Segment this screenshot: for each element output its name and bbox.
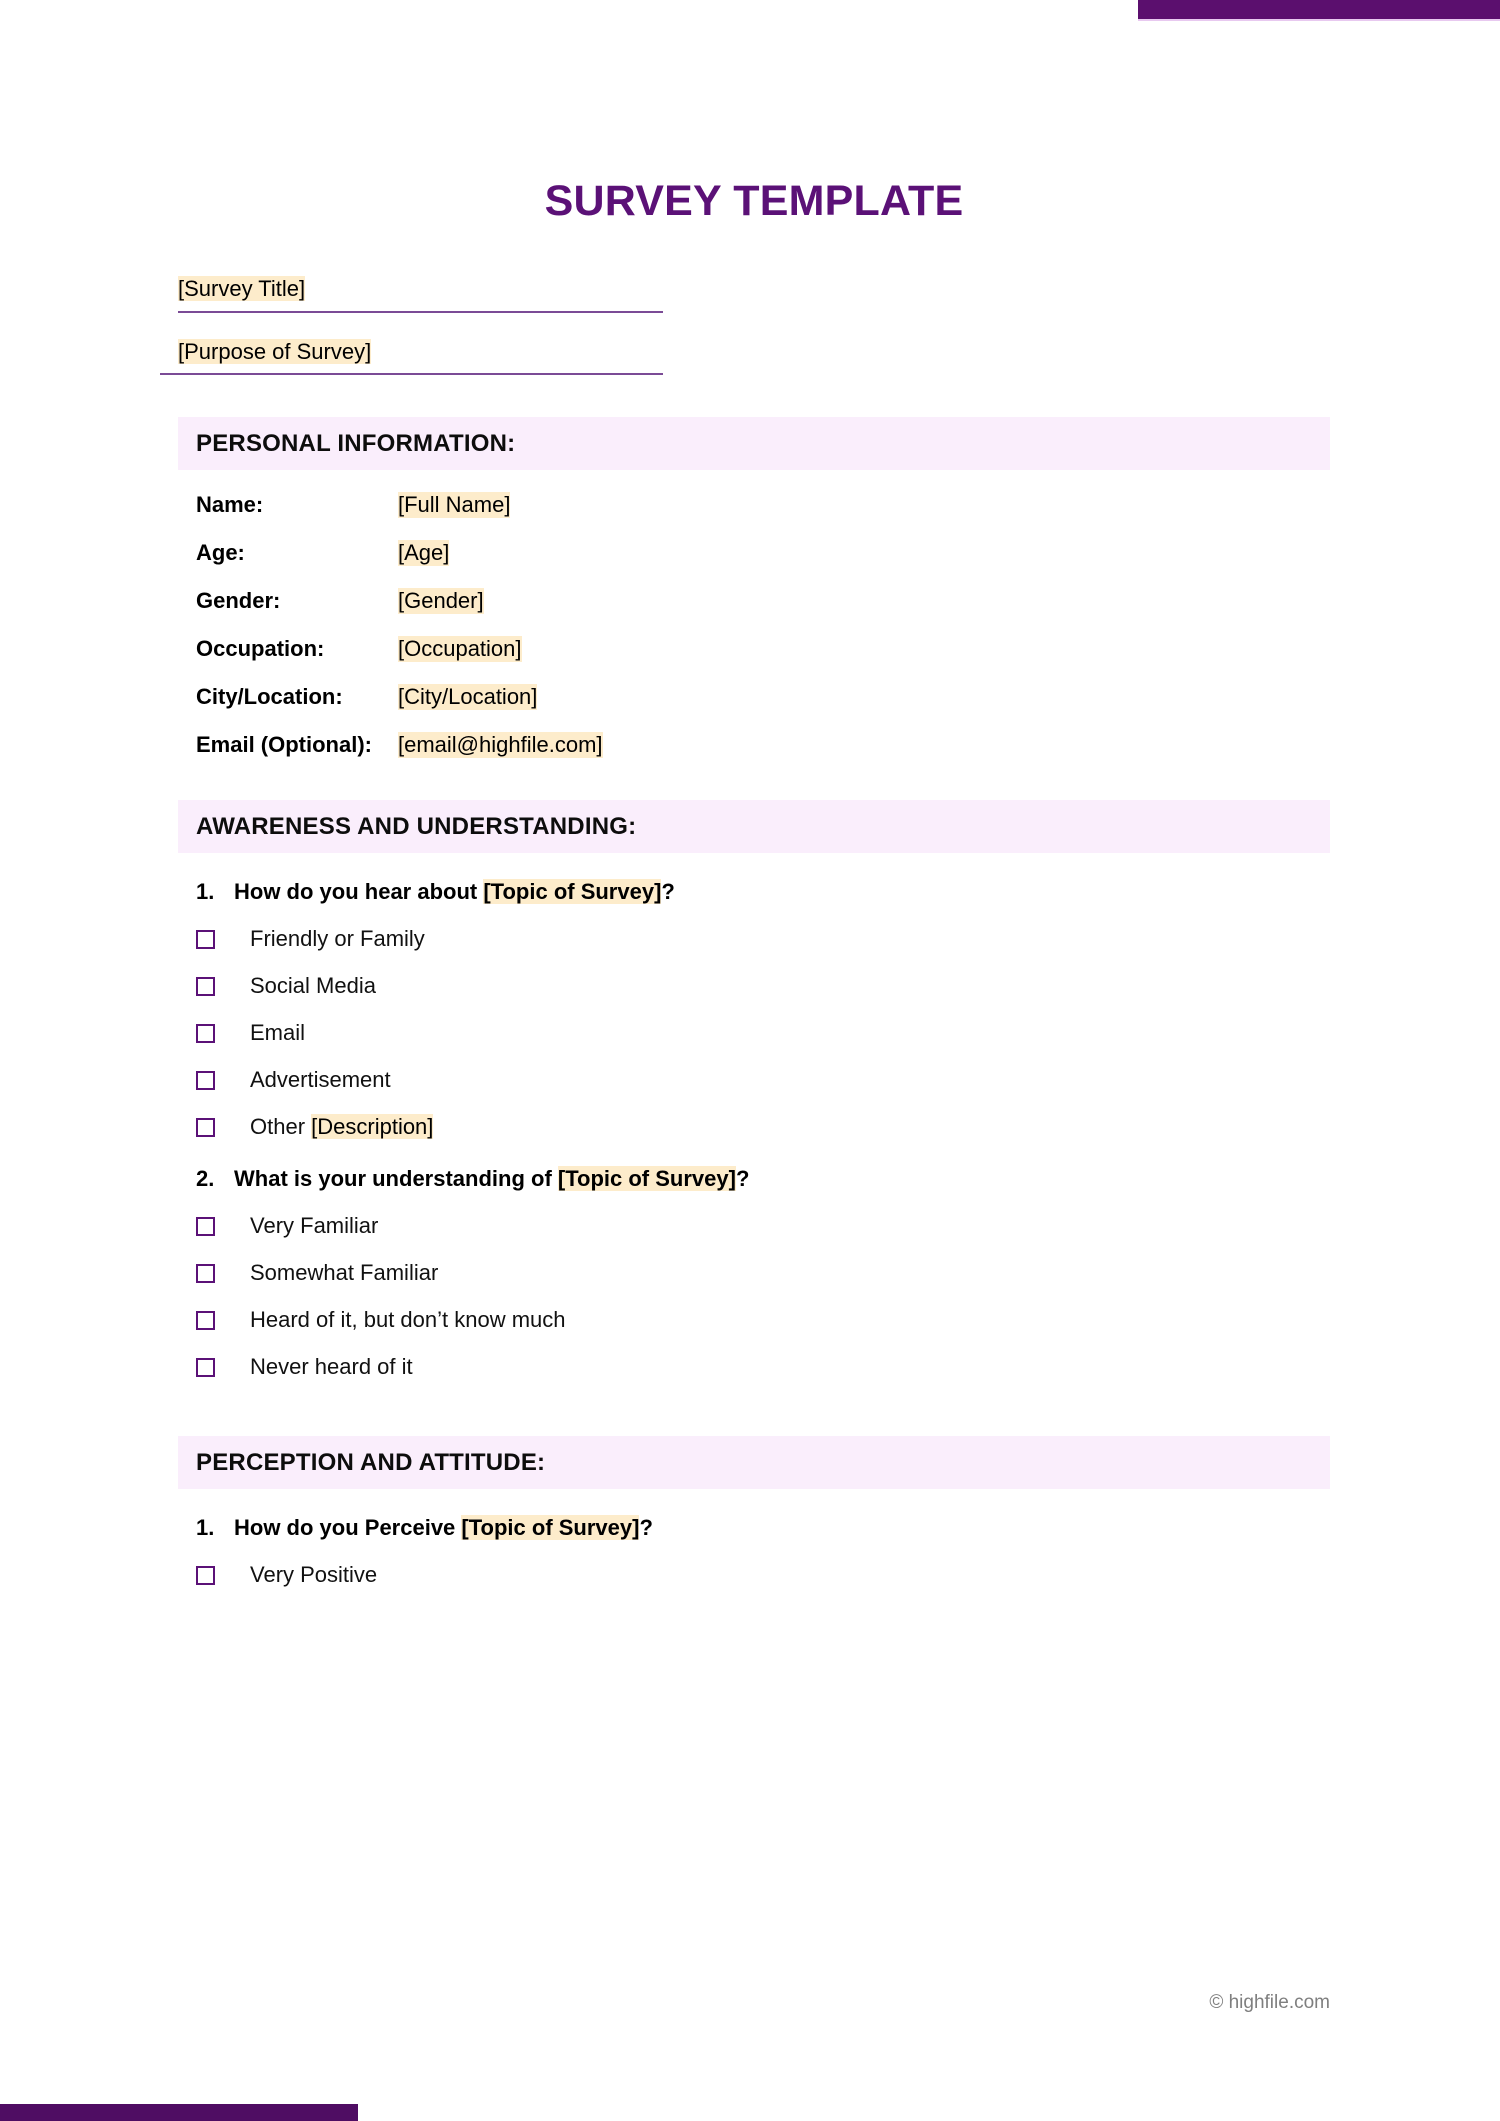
checkbox-icon[interactable]	[196, 1217, 215, 1236]
section-header-awareness-and-understanding	[178, 800, 1330, 853]
question-placeholder[interactable]: [Topic of Survey]	[557, 1166, 736, 1192]
section-header-personal-information	[178, 417, 1330, 470]
question-text	[234, 879, 675, 905]
question-text-before: What is your understanding of	[234, 1166, 558, 1192]
checkbox-icon[interactable]	[196, 930, 215, 949]
top-fields-block	[178, 275, 1330, 375]
info-row-gender	[178, 588, 1330, 614]
field-label: Name:	[196, 492, 264, 518]
option-heard-of-it[interactable]	[178, 1307, 1330, 1333]
checkbox-icon[interactable]	[196, 1311, 215, 1330]
question-placeholder[interactable]: [Topic of Survey]	[483, 879, 662, 905]
option-label-text: Other	[250, 1114, 312, 1140]
checkbox-icon[interactable]	[196, 1358, 215, 1377]
question-number: 2.	[196, 1166, 215, 1192]
option-very-positive[interactable]	[178, 1562, 1330, 1588]
checkbox-icon[interactable]	[196, 1024, 215, 1043]
question-text-after: ?	[661, 879, 675, 905]
checkbox-icon[interactable]	[196, 1071, 215, 1090]
footer-credit: © highfile.com	[1209, 1992, 1330, 2013]
question-text	[234, 1515, 653, 1541]
option-label: Never heard of it	[250, 1354, 413, 1380]
info-row-name	[178, 492, 1330, 518]
checkbox-icon[interactable]	[196, 1566, 215, 1585]
question-text	[234, 1166, 749, 1192]
field-value[interactable]: [email@highfile.com]	[398, 732, 603, 758]
option-label: Heard of it, but don’t know much	[250, 1307, 566, 1333]
question-awareness-1	[178, 879, 1330, 905]
option-advertisement[interactable]	[178, 1067, 1330, 1093]
info-row-age	[178, 540, 1330, 566]
option-never-heard-of-it[interactable]	[178, 1354, 1330, 1380]
question-text-after: ?	[735, 1166, 750, 1192]
field-label: Gender:	[196, 588, 281, 614]
footer-accent-bar	[0, 2104, 358, 2121]
section-title: PERCEPTION AND ATTITUDE:	[196, 1448, 546, 1476]
field-label: Email (Optional):	[196, 732, 372, 758]
survey-purpose-placeholder: [Purpose of Survey]	[178, 338, 372, 364]
field-label: City/Location:	[196, 684, 343, 710]
checkbox-icon[interactable]	[196, 1118, 215, 1137]
option-placeholder[interactable]: [Description]	[311, 1114, 434, 1140]
option-label: Very Positive	[250, 1562, 378, 1588]
info-row-email	[178, 732, 1330, 758]
question-awareness-2	[178, 1166, 1330, 1192]
question-placeholder[interactable]: [Topic of Survey]	[461, 1515, 640, 1541]
field-label: Occupation:	[196, 636, 325, 662]
checkbox-icon[interactable]	[196, 1264, 215, 1283]
field-value[interactable]: [Full Name]	[398, 492, 511, 518]
checkbox-icon[interactable]	[196, 977, 215, 996]
question-number: 1.	[196, 1515, 215, 1541]
option-social-media[interactable]	[178, 973, 1330, 999]
spacer	[178, 1380, 1330, 1394]
survey-title-placeholder: [Survey Title]	[178, 276, 306, 302]
field-value[interactable]: [Age]	[398, 540, 450, 566]
option-very-familiar[interactable]	[178, 1213, 1330, 1239]
field-value[interactable]: [Gender]	[398, 588, 484, 614]
option-label: Social Media	[250, 973, 376, 999]
option-label: Very Familiar	[250, 1213, 379, 1239]
info-row-occupation	[178, 636, 1330, 662]
question-number: 1.	[196, 879, 215, 905]
option-label: Friendly or Family	[250, 926, 425, 952]
document-page	[178, 0, 1330, 1588]
option-friendly-or-family[interactable]	[178, 926, 1330, 952]
section-title: PERSONAL INFORMATION:	[196, 429, 516, 457]
option-other[interactable]	[178, 1114, 1330, 1140]
question-text-before: How do you hear about	[234, 879, 484, 905]
survey-purpose-field[interactable]	[160, 338, 663, 376]
field-value[interactable]: [City/Location]	[398, 684, 538, 710]
section-header-perception-and-attitude	[178, 1436, 1330, 1489]
option-label: Somewhat Familiar	[250, 1260, 439, 1286]
field-label: Age:	[196, 540, 245, 566]
option-email[interactable]	[178, 1020, 1330, 1046]
info-row-city-location	[178, 684, 1330, 710]
question-perception-1	[178, 1515, 1330, 1541]
option-somewhat-familiar[interactable]	[178, 1260, 1330, 1286]
question-text-before: How do you Perceive	[234, 1515, 462, 1541]
option-label: Email	[250, 1020, 306, 1046]
survey-title-field[interactable]	[178, 275, 663, 313]
question-text-after: ?	[639, 1515, 653, 1541]
section-title: AWARENESS AND UNDERSTANDING:	[196, 812, 637, 840]
option-label	[250, 1114, 433, 1140]
personal-information-list	[178, 492, 1330, 758]
field-value[interactable]: [Occupation]	[398, 636, 522, 662]
page-title: SURVEY TEMPLATE	[544, 177, 964, 225]
option-label: Advertisement	[250, 1067, 391, 1093]
